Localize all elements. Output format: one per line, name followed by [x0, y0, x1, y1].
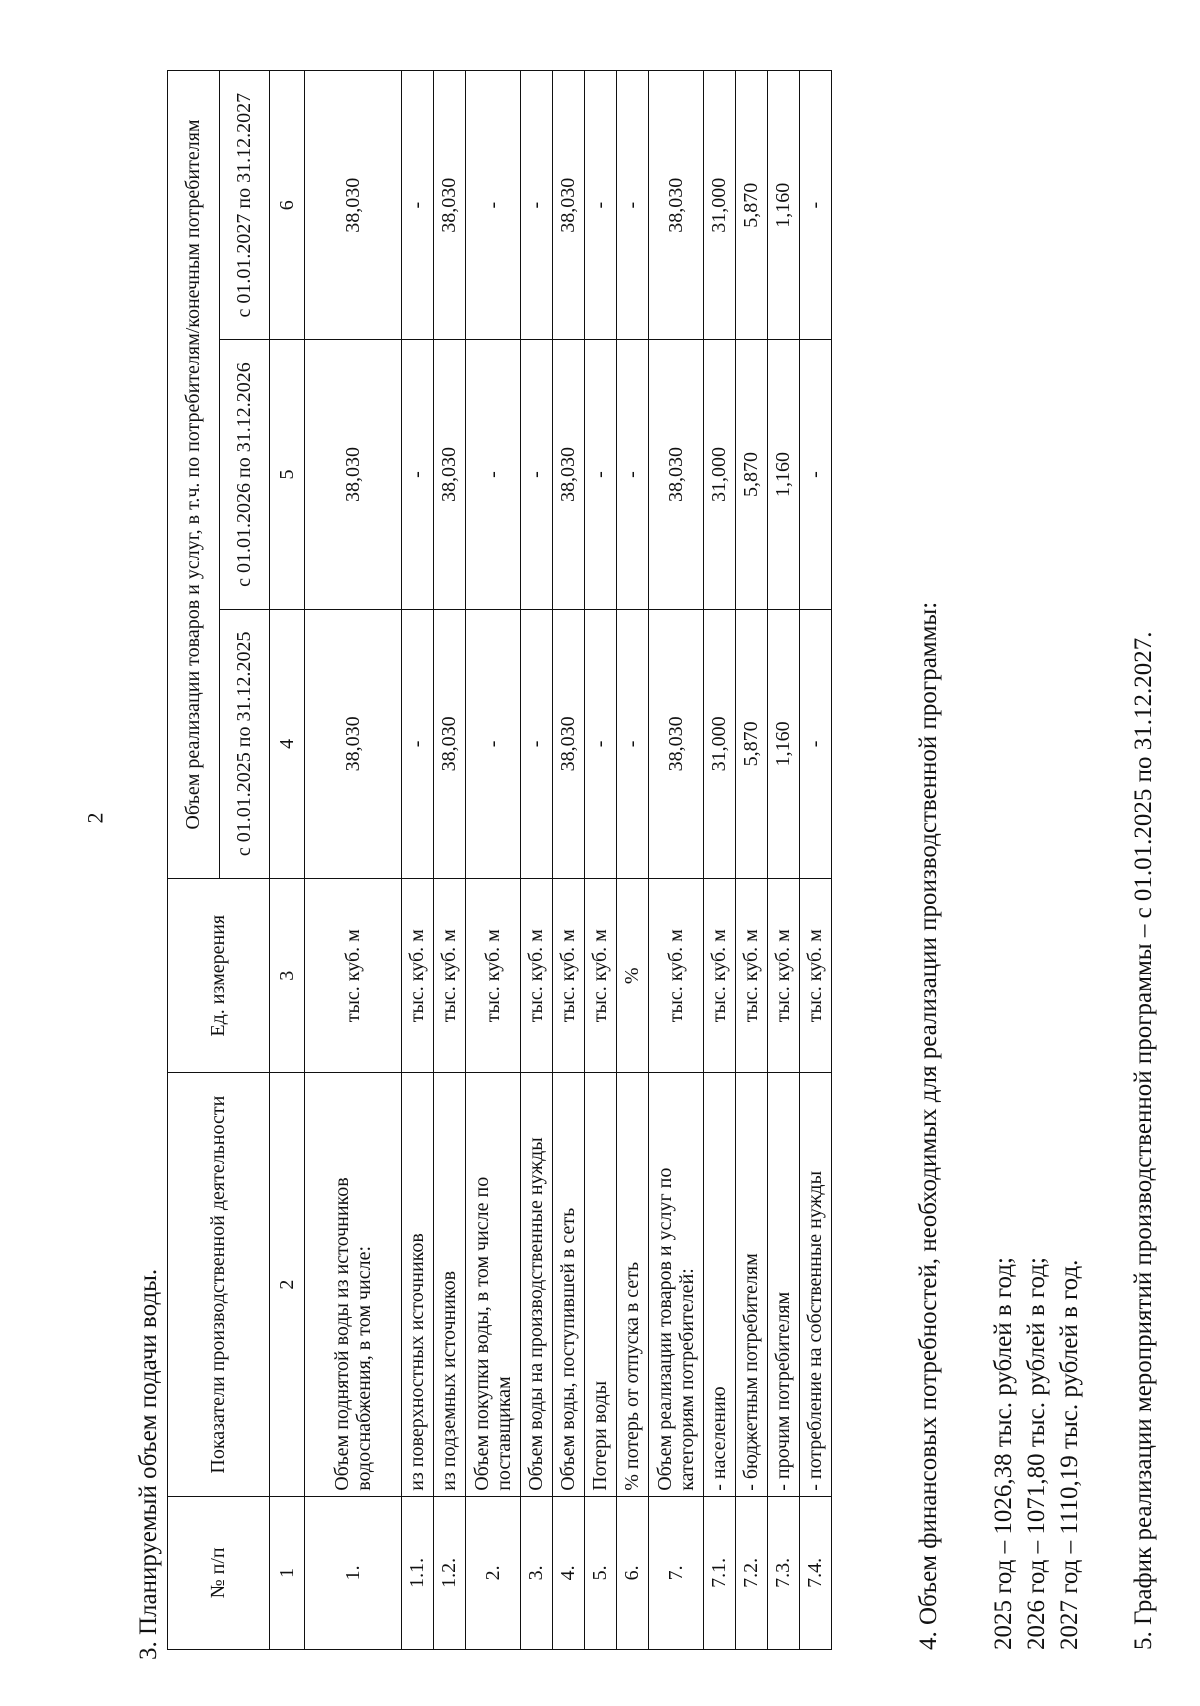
row-name: - населению — [704, 1073, 736, 1496]
row-number: 1. — [305, 1496, 402, 1649]
row-unit: тыс. куб. м — [434, 879, 466, 1073]
row-unit: тыс. куб. м — [402, 879, 434, 1073]
row-number: 2. — [466, 1496, 521, 1649]
column-number-5: 5 — [270, 340, 305, 609]
row-value-2025: 31,000 — [704, 609, 736, 878]
row-value-2025: - — [466, 609, 521, 878]
row-value-2027: 38,030 — [649, 71, 704, 340]
row-name: из поверхностных источников — [402, 1073, 434, 1496]
row-number: 4. — [553, 1496, 585, 1649]
header-group: Объем реализации товаров и услуг, в т.ч. по потребителям/конечным потребителям — [168, 71, 220, 879]
table-row — [800, 71, 832, 1650]
row-value-2026: 5,870 — [736, 340, 768, 609]
financial-needs-list — [990, 1257, 1089, 1650]
row-number: 7.1. — [704, 1496, 736, 1649]
row-unit: тыс. куб. м — [521, 879, 553, 1073]
row-name: Объем воды на производственные нужды — [521, 1073, 553, 1496]
row-value-2027: - — [800, 71, 832, 340]
row-name: Потери воды — [585, 1073, 617, 1496]
row-number: 7.3. — [768, 1496, 800, 1649]
row-value-2027: 38,030 — [305, 71, 402, 340]
row-name: - бюджетным потребителям — [736, 1073, 768, 1496]
row-value-2026: 38,030 — [553, 340, 585, 609]
table-row — [434, 71, 466, 1650]
table-row — [617, 71, 649, 1650]
row-value-2026: 38,030 — [434, 340, 466, 609]
section-4-title: 4. Объем финансовых потребностей, необходимых для реализации производственной программы: — [915, 601, 942, 1650]
row-value-2027: 1,160 — [768, 71, 800, 340]
row-value-2027: 31,000 — [704, 71, 736, 340]
row-unit: тыс. куб. м — [305, 879, 402, 1073]
row-value-2027: - — [521, 71, 553, 340]
row-unit: тыс. куб. м — [649, 879, 704, 1073]
row-unit: % — [617, 879, 649, 1073]
row-value-2026: - — [585, 340, 617, 609]
row-unit: тыс. куб. м — [466, 879, 521, 1073]
row-number: 7. — [649, 1496, 704, 1649]
row-value-2025: - — [585, 609, 617, 878]
row-value-2025: 38,030 — [305, 609, 402, 878]
document-sheet — [135, 60, 1200, 1660]
row-number: 6. — [617, 1496, 649, 1649]
row-value-2025: - — [617, 609, 649, 878]
row-value-2025: - — [800, 609, 832, 878]
row-unit: тыс. куб. м — [768, 879, 800, 1073]
table-row — [553, 71, 585, 1650]
table-row — [521, 71, 553, 1650]
table-row — [768, 71, 800, 1650]
row-name: Объем покупки воды, в том числе по поставщикам — [466, 1073, 521, 1496]
row-name: - прочим потребителям — [768, 1073, 800, 1496]
row-unit: тыс. куб. м — [585, 879, 617, 1073]
row-value-2025: 38,030 — [434, 609, 466, 878]
row-unit: тыс. куб. м — [704, 879, 736, 1073]
row-value-2026: - — [800, 340, 832, 609]
row-value-2026: - — [617, 340, 649, 609]
row-number: 3. — [521, 1496, 553, 1649]
row-name: % потерь от отпуска в сеть — [617, 1073, 649, 1496]
row-value-2025: 1,160 — [768, 609, 800, 878]
header-unit: Ед. измерения — [168, 879, 270, 1073]
row-name: Объем воды, поступившей в сеть — [553, 1073, 585, 1496]
row-value-2027: 38,030 — [553, 71, 585, 340]
financial-item-2025: 2025 год – 1026,38 тыс. рублей в год; — [990, 1257, 1017, 1650]
row-name: Объем поднятой воды из источников водоснабжения, в том числе: — [305, 1073, 402, 1496]
row-value-2027: 38,030 — [434, 71, 466, 340]
section-3-title: 3. Планируемый объем подачи воды. — [135, 1268, 162, 1660]
header-number: № п/п — [168, 1496, 270, 1649]
row-value-2026: - — [521, 340, 553, 609]
row-value-2026: 31,000 — [704, 340, 736, 609]
row-value-2026: - — [402, 340, 434, 609]
row-name: Объем реализации товаров и услуг по категориям потребителей: — [649, 1073, 704, 1496]
row-value-2027: - — [466, 71, 521, 340]
row-number: 1.1. — [402, 1496, 434, 1649]
section-5-title: 5. График реализации мероприятий производственной программы – с 01.01.2025 по 31.12.2027. — [1130, 631, 1157, 1650]
row-value-2027: - — [617, 71, 649, 340]
row-number: 7.4. — [800, 1496, 832, 1649]
row-name: - потребление на собственные нужды — [800, 1073, 832, 1496]
table-row — [402, 71, 434, 1650]
row-value-2025: 5,870 — [736, 609, 768, 878]
column-number-1: 1 — [270, 1496, 305, 1649]
row-unit: тыс. куб. м — [553, 879, 585, 1073]
header-indicator: Показатели производственной деятельности — [168, 1073, 270, 1496]
water-supply-table — [167, 70, 832, 1650]
column-number-6: 6 — [270, 71, 305, 340]
page-number: 2 — [82, 812, 108, 824]
row-name: из подземных источников — [434, 1073, 466, 1496]
table-row — [704, 71, 736, 1650]
table-row — [585, 71, 617, 1650]
row-number: 1.2. — [434, 1496, 466, 1649]
row-value-2026: - — [466, 340, 521, 609]
row-value-2025: 38,030 — [649, 609, 704, 878]
row-value-2025: - — [402, 609, 434, 878]
table-row — [649, 71, 704, 1650]
row-value-2025: - — [521, 609, 553, 878]
header-2026: с 01.01.2026 по 31.12.2026 — [220, 340, 270, 609]
row-unit: тыс. куб. м — [800, 879, 832, 1073]
financial-item-2026: 2026 год – 1071,80 тыс. рублей в год; — [1023, 1257, 1050, 1650]
row-value-2026: 1,160 — [768, 340, 800, 609]
row-number: 5. — [585, 1496, 617, 1649]
row-value-2026: 38,030 — [649, 340, 704, 609]
row-value-2027: - — [585, 71, 617, 340]
column-number-3: 3 — [270, 879, 305, 1073]
row-value-2027: - — [402, 71, 434, 340]
row-unit: тыс. куб. м — [736, 879, 768, 1073]
row-value-2025: 38,030 — [553, 609, 585, 878]
row-number: 7.2. — [736, 1496, 768, 1649]
table-row — [736, 71, 768, 1650]
financial-item-2027: 2027 год – 1110,19 тыс. рублей в год. — [1056, 1259, 1083, 1650]
row-value-2027: 5,870 — [736, 71, 768, 340]
header-2025: с 01.01.2025 по 31.12.2025 — [220, 609, 270, 878]
row-value-2026: 38,030 — [305, 340, 402, 609]
header-2027: с 01.01.2027 по 31.12.2027 — [220, 71, 270, 340]
table-row — [466, 71, 521, 1650]
table-row — [305, 71, 402, 1650]
column-number-4: 4 — [270, 609, 305, 878]
column-number-2: 2 — [270, 1073, 305, 1496]
